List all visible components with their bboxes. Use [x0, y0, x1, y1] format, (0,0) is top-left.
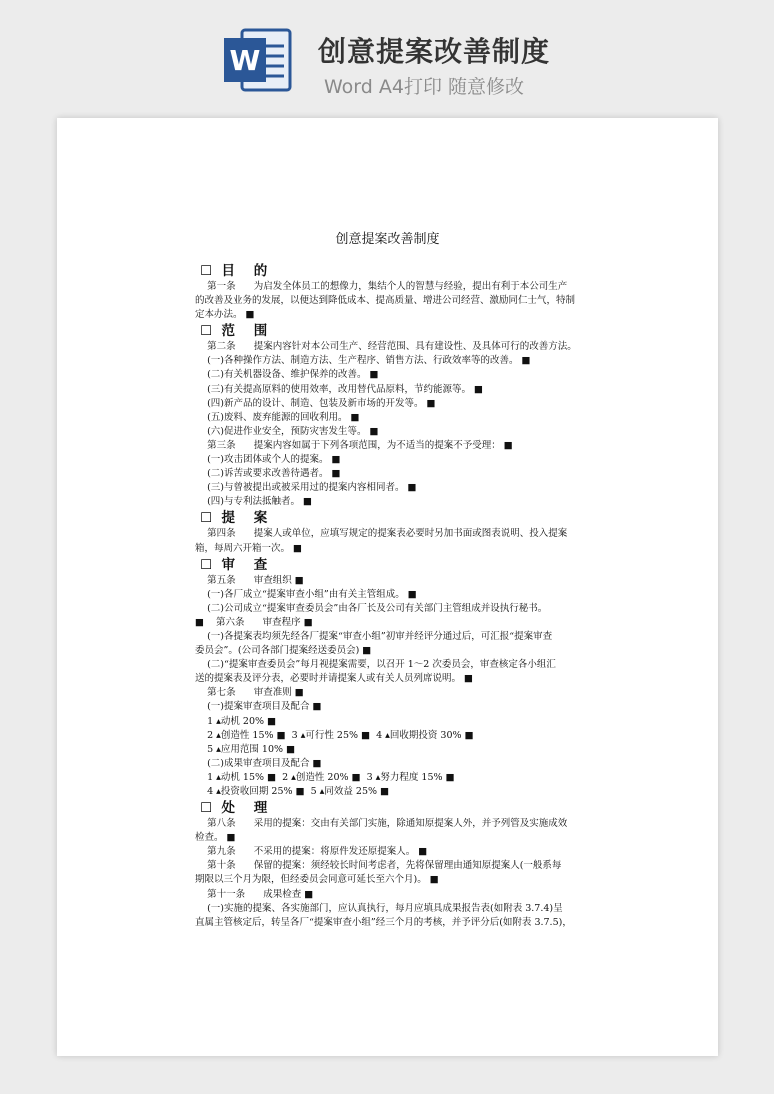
document-title: 创意提案改善制度 [335, 232, 440, 247]
word-icon [222, 24, 294, 96]
document-line: (三)与曾被提出或被采用过的提案内容相同者。 ■ [195, 482, 417, 494]
document-line: 第三条 提案内容如属于下列各项范围，为不适当的提案不予受理： ■ [195, 439, 513, 451]
section-heading: ☐ 目 的 [200, 263, 268, 279]
document-line: 4 ▴投资收回期 25% ■ 5 ▴同效益 25% ■ [195, 786, 390, 797]
section-heading: ☐ 审 查 [200, 556, 268, 573]
document-line: (二)“提案审查委员会”每月视提案需要，以召开 1～2 次委员会，审查核定各小组汇 [195, 659, 556, 671]
document-line: 第四条 提案人或单位，应填写规定的提案表必要时另加书面或图表说明、投入提案 [195, 528, 568, 540]
document-line: (一)各厂成立“提案审查小组”由有关主管组成。 ■ [195, 588, 417, 600]
document-line: 5 ▴应用范围 10% ■ [195, 743, 296, 755]
header-banner [0, 0, 774, 112]
document-line: (一)各提案表均须先经各厂提案“审查小组”初审并经评分通过后，可汇报“提案审查 [195, 630, 553, 642]
document-line: (五)废料、废弃能源的回收利用。 ■ [195, 411, 360, 423]
document-line: 第九条 不采用的提案：将原件发还原提案人。 ■ [195, 846, 428, 858]
document-line: (一)实施的提案、各实施部门，应认真执行，每月应填具成果报告表(如附表 3.7.4)呈 [195, 902, 563, 914]
document-page [57, 118, 718, 1056]
document-line: (四)与专利法抵触者。 ■ [195, 496, 312, 508]
banner-title: 创意提案改善制度 [318, 35, 551, 68]
document-line: 第二条 提案内容针对本公司生产、经营范围、具有建设性、及具体可行的改善方法。 [195, 341, 577, 353]
document-line: (二)公司成立“提案审查委员会”由各厂长及公司有关部门主管组成并设执行秘书。 [195, 602, 548, 614]
document-line: 第一条 为启发全体员工的想像力，集结个人的智慧与经验，提出有利于本公司生产 [195, 281, 568, 292]
document-line: 第七条 审查准则 ■ [195, 687, 304, 699]
document-line: (一)提案审查项目及配合 ■ [195, 701, 322, 713]
document-line: (二)有关机器设备、维护保养的改善。 ■ [195, 369, 379, 381]
document-line: (一)各种操作方法、制造方法、生产程序、销售方法、行政效率等的改善。 ■ [195, 355, 531, 367]
document-line: 第五条 审查组织 ■ [195, 574, 304, 586]
document-line: 期限以三个月为限，但经委员会同意可延长至六个月)。 ■ [195, 874, 439, 886]
document-line: (四)新产品的设计、制造、包装及新市场的开发等。 ■ [195, 397, 436, 409]
document-body [195, 262, 605, 930]
document-line: (三)有关提高原料的使用效率，改用替代品原料，节约能源等。 ■ [195, 383, 483, 395]
section-heading: ☐ 处 理 [200, 800, 268, 817]
document-line: 1 ▴动机 20% ■ [195, 715, 277, 727]
section-heading: ☐ 提 案 [200, 510, 268, 527]
document-line: 的改善及业务的发展，以便达到降低成本、提高质量、增进公司经营、激励同仁士气，特制 [195, 295, 576, 307]
document-line: 直属主管核定后，转呈各厂“提案审查小组”经三个月的考核，并予评分后(如附表 3.7.5)， [195, 916, 572, 928]
document-line: 检查。 ■ [195, 832, 236, 844]
document-line: 委员会”。(公司各部门提案经送委员会) ■ [195, 645, 372, 657]
word-logo-letter: W [229, 44, 261, 77]
document-line: 2 ▴创造性 15% ■ 3 ▴可行性 25% ■ 4 ▴回收期投资 30% ■ [195, 729, 474, 741]
document-line: 定本办法。 ■ [195, 309, 255, 321]
document-line: 箱，每周六开箱一次。 ■ [195, 542, 302, 554]
section-heading: ☐ 范 围 [200, 323, 268, 340]
document-line: (一)攻击团体或个人的提案。 ■ [195, 454, 341, 466]
document-line: 第八条 采用的提案：交由有关部门实施，除通知原提案人外，并予列管及实施成效 [195, 818, 568, 830]
banner-subtitle: Word A4打印 随意修改 [324, 76, 525, 98]
document-line: (二)成果审查项目及配合 ■ [195, 757, 322, 769]
document-line: 1 ▴动机 15% ■ 2 ▴创造性 20% ■ 3 ▴努力程度 15% ■ [195, 771, 455, 783]
document-line: 第十条 保留的提案：须经较长时间考虑者，先将保留理由通知原提案人(一般系每 [195, 860, 562, 872]
document-line: 第十一条 成果检查 ■ [195, 888, 314, 900]
document-line: ■ 第六条 审查程序 ■ [195, 616, 313, 628]
document-line: 送的提案表及评分表，必要时并请提案人或有关人员列席说明。 ■ [195, 673, 473, 685]
document-line: (六)促进作业安全，预防灾害发生等。 ■ [195, 425, 379, 437]
document-line: (二)诉苦或要求改善待遇者。 ■ [195, 468, 341, 480]
